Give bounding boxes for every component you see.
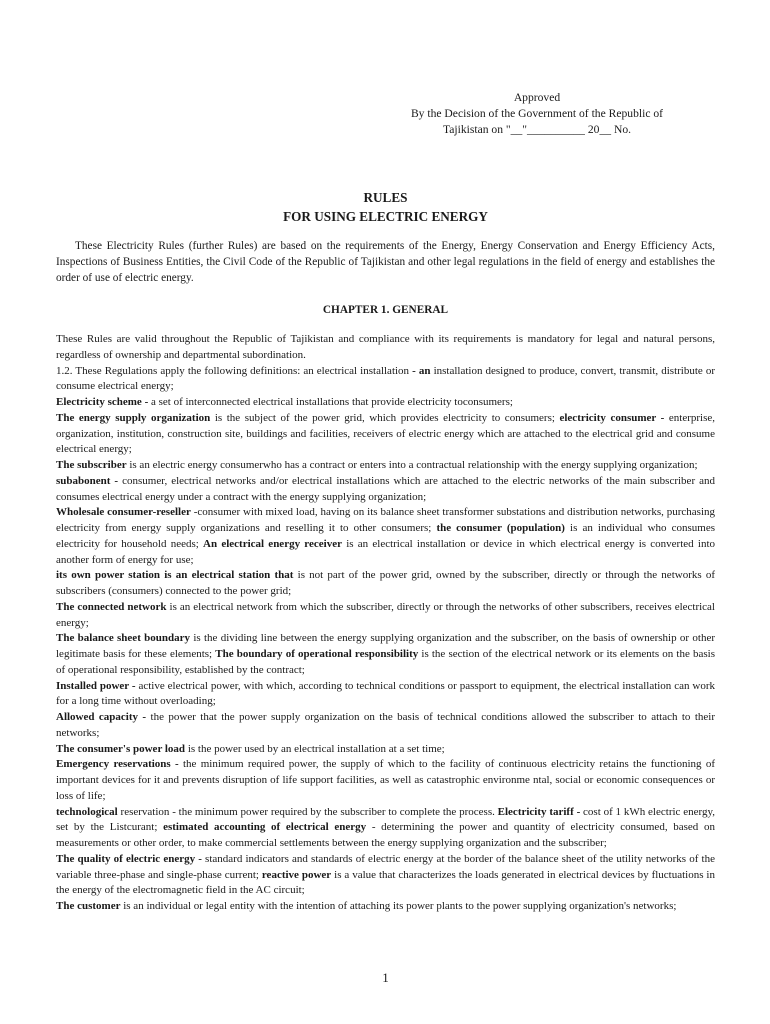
definition-allowed-capacity: Allowed capacity - the power that the power supply organization on the basis of technical conditions allowed the subscriber to attach to their networks;: [56, 711, 715, 739]
term: The subscriber: [56, 459, 127, 471]
definition-electricity-scheme: Electricity scheme - a set of interconnected electrical installations that provide electricity toconsumers;: [56, 396, 513, 408]
term: the consumer (population): [436, 522, 565, 534]
definition-technological-reservation: technological reservation - the minimum power required by the subscriber to complete the process. Electricity tariff - cost of 1 kWh electric energy, set by the Listcurant; estimated accounting of electrical energy - determining the power and quantity of electricity consumed, based on measurements or other order, to make commercial settlements between the energy supplying organization and the subscriber;: [56, 805, 716, 849]
term: The balance sheet boundary: [56, 632, 191, 645]
term: estimated accounting of electrical energy: [163, 821, 367, 834]
definition-subabonent: subabonent - consumer, electrical networks and/or electrical installations which are attached to the electric networks of the main subscriber and consumes electrical energy under a contract with the energy supplying organization;: [56, 474, 716, 503]
definition-connected-network: The connected network is an electrical network from which the subscriber, directly or through the networks of other subscribers, receives electrical energy;: [56, 600, 715, 629]
title-line-2: FOR USING ELECTRIC ENERGY: [283, 209, 488, 224]
term: Wholesale consumer-reseller: [56, 506, 191, 519]
document-body: [56, 332, 715, 915]
page-number: 1: [382, 970, 389, 985]
term: The boundary of operational responsibility: [215, 648, 419, 660]
approval-line-2: By the Decision of the Government of the Republic of: [410, 107, 664, 120]
title-line-1: RULES: [363, 190, 408, 205]
term: The energy supply organization: [56, 411, 211, 424]
definition-energy-supply-organization: The energy supply organization is the subject of the power grid, which provides electricity to consumers; electricity consumer - enterprise, organization, institution, construction site, buildings and facilities, receivers of electric energy which are attached to the electrical grid and consume electrical energy;: [56, 411, 715, 456]
term: reactive power: [261, 868, 332, 881]
paragraph-scope: These Rules are valid throughout the Republic of Tajikistan and compliance with its requirements is mandatory for legal and natural persons, regardless of ownership and departmental subordination.: [56, 333, 715, 361]
term: subabonent -: [56, 474, 119, 487]
term: its own power station is an electrical station that: [56, 569, 294, 582]
term: An electrical energy receiver: [203, 537, 342, 550]
document-title: [56, 188, 715, 226]
definition-customer: The customer is an individual or legal entity with the intention of attaching its power plants to the power supplying organization's networks;: [56, 900, 677, 912]
definition-own-power-station: its own power station is an electrical station that is not part of the power grid, owned by the subscriber, directly or through the networks of subscribers (consumers) connected to the power grid;: [56, 569, 715, 597]
definition-installed-power: Installed power - active electrical power, with which, according to technical conditions or passport to equipment, the electrical installation can work for a long time without overloading;: [56, 679, 716, 708]
term: technological: [56, 805, 118, 818]
term: The consumer's power load: [56, 742, 186, 755]
term: Electricity tariff -: [497, 805, 581, 818]
definition-subscriber: The subscriber is an electric energy consumerwho has a contract or enters into a contractual relationship with the energy supplying organization;: [56, 459, 698, 471]
chapter-heading: CHAPTER 1. GENERAL: [322, 304, 449, 316]
paragraph-definitions-intro: 1.2. These Regulations apply the following definitions: an electrical installation - an installation designed to produce, convert, transmit, distribute or consume electrical energy;: [56, 364, 716, 393]
approval-line-3: Tajikistan on "__"__________ 20__ No.: [442, 123, 632, 136]
term: Emergency reservations -: [56, 758, 179, 771]
definition-power-load: The consumer's power load is the power used by an electrical installation at a set time;: [56, 742, 445, 755]
definition-electric-energy-quality: The quality of electric energy - standard indicators and standards of electric energy at the border of the balance sheet of the utility networks of the variable three-phase and single-phase current; reactive power is a value that characterizes the loads generated in electrical devices by fluctuations in the energy of the electromagnetic field in the AC circuit;: [56, 852, 715, 897]
term: Installed power -: [56, 679, 136, 692]
term: Electricity scheme -: [56, 396, 149, 408]
approval-line-1: Approved: [513, 91, 561, 104]
approval-block: [392, 90, 682, 138]
intro-paragraph: These Electricity Rules (further Rules) are based on the requirements of the Energy, Energy Conservation and Energy Efficiency Acts, Inspections of Business Entities, the Civil Code of the Republic of Tajikistan and other legal regulations in the field of energy and establishes the order of use of electric energy.: [56, 240, 715, 284]
definition-balance-sheet-boundary: The balance sheet boundary is the dividing line between the energy supplying organization and the subscriber, on the basis of ownership or other legitimate basis for these elements; The boundary of operational responsibility is the section of the electrical network or its elements on the basis of operational responsibility, established by the contract;: [56, 632, 715, 676]
term: The customer: [56, 900, 121, 912]
term: Allowed capacity -: [56, 711, 147, 723]
definition-wholesale-consumer: Wholesale consumer-reseller -consumer with mixed load, having on its balance sheet transformer substations and distribution networks, purchasing electricity from energy supply organizations and reselling it to other consumers; the consumer (population) is an individual who consumes electricity for household needs; An electrical energy receiver is an electrical installation or device in which electrical energy is converted into another form of energy for use;: [56, 506, 715, 566]
term: The quality of electric energy -: [56, 852, 202, 865]
definition-emergency-reservations: Emergency reservations - the minimum required power, the supply of which to the facility of continuous electricity retains the functioning of important devices for it and prevents disruption of life support facilities, as well as catastrophic environme ntal, social or economic consequences or loss of life;: [56, 758, 715, 802]
document-page: [56, 0, 715, 1024]
term: electricity consumer -: [559, 411, 665, 424]
term: The connected network: [56, 600, 167, 613]
